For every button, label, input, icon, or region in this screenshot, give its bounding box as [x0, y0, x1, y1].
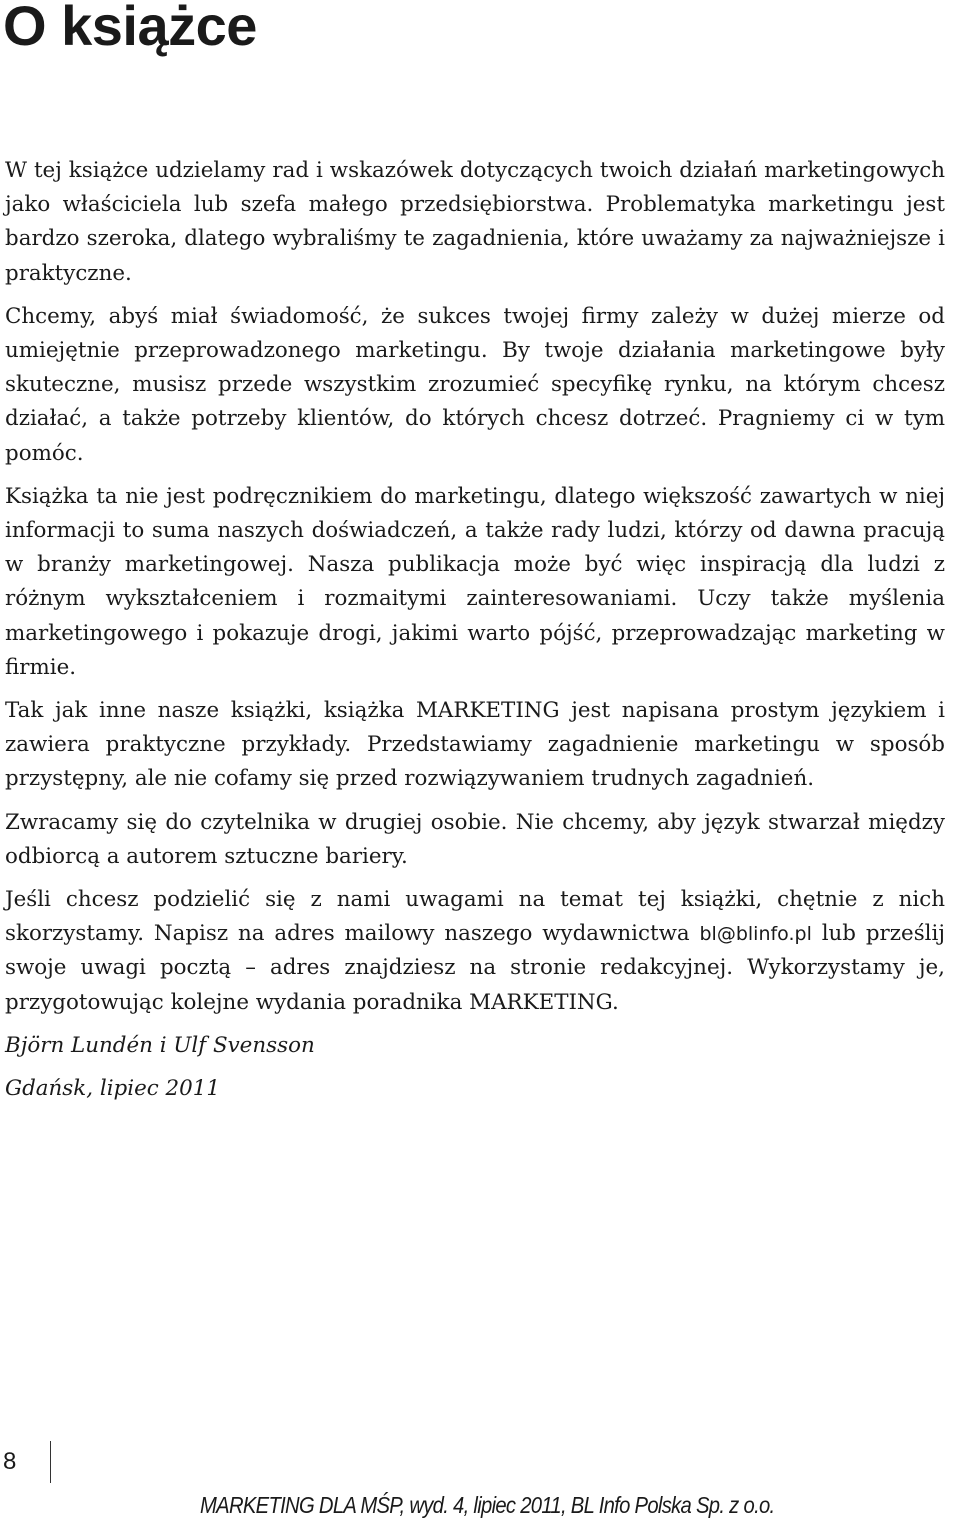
signature-place-date: Gdańsk, lipiec 2011 — [5, 1075, 220, 1101]
paragraph-not-textbook: Książka ta nie jest podręcznikiem do marketingu, dlatego większość zawartych w niej informacji to suma naszych doświadczeń, a także rady ludzi, którzy od dawna pracują w branży marketingowej. Nasza publikacja może być więc inspiracją dla ludzi z różnym wykształceniem i rozmaitymi zainteresowaniami. Uczy także myślenia marketingowego i pokazuje drogi, jakimi warto pójść, przeprowadzając marketing w firmie. — [5, 483, 945, 680]
page-title: O książce — [3, 0, 257, 57]
paragraph-awareness: Chcemy, abyś miał świadomość, że sukces twojej firmy zależy w dużej mierze od umiejętnie przeprowadzonego marketingu. By twoje działania marketingowe były skuteczne, musisz przede wszystkim zrozumieć specyfikę rynku, na którym chcesz działać, a także potrzeby klientów, do których chcesz dotrzeć. Pragniemy ci w tym pomóc. — [5, 303, 945, 466]
feedback-text-end: lub prześlij swoje uwagi pocztą – adres znajdziesz na stronie redakcyjnej. Wykorzystamy je, przygotowując kolejne wydania poradnika MARKETING. — [5, 921, 945, 1015]
footer-publication-info: MARKETING DLA MŚP, wyd. 4, lipiec 2011, BL Info Polska Sp. z o.o. — [200, 1492, 775, 1518]
email-address: bl@blinfo.pl — [699, 923, 812, 946]
paragraph-feedback — [5, 883, 945, 1020]
body-text — [5, 154, 945, 1115]
page-number: 8 — [3, 1448, 17, 1475]
paragraph-second-person: Zwracamy się do czytelnika w drugiej osobie. Nie chcemy, aby język stwarzał między odbiorcą a autorem sztuczne bariery. — [5, 809, 945, 869]
page-number-divider — [50, 1441, 51, 1483]
signature-authors: Björn Lundén i Ulf Svensson — [5, 1032, 315, 1058]
paragraph-intro: W tej książce udzielamy rad i wskazówek dotyczących twoich działań marketingowych jako właściciela lub szefa małego przedsiębiorstwa. Problematyka marketingu jest bardzo szeroka, dlatego wybraliśmy te zagadnienia, które uważamy za najważniejsze i praktyczne. — [5, 158, 945, 286]
feedback-text-start: Jeśli chcesz podzielić się z nami uwagami na temat tej książki, chętnie z nich skorzystamy. Napisz na adres mailowy naszego wydawnictwa — [5, 887, 945, 947]
paragraph-plain-language: Tak jak inne nasze książki, książka MARKETING jest napisana prostym językiem i zawiera praktyczne przykłady. Przedstawiamy zagadnienie marketingu w sposób przystępny, ale nie cofamy się przed rozwiązywaniem trudnych zagadnień. — [5, 698, 945, 792]
